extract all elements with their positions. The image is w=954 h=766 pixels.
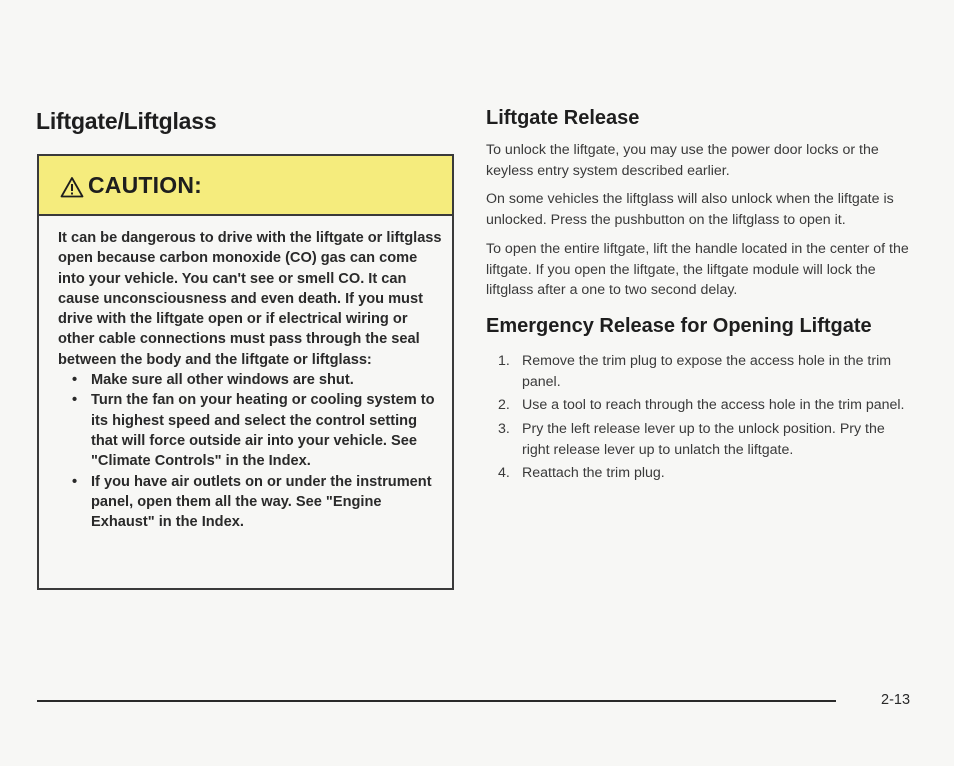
bullet-icon: • (72, 473, 78, 490)
paragraph: To open the entire liftgate, lift the handle located in the center of the liftgate. If you open the liftgate, the liftgate module will lock the liftglass after a one to two second delay. (486, 240, 909, 299)
caution-body (58, 228, 443, 532)
caution-bullet-text: If you have air outlets on or under the instrument panel, open them all the way. See "Engine Exhaust" in the Index. (91, 473, 432, 531)
right-column (486, 107, 910, 487)
step-item (486, 351, 910, 392)
caution-intro: It can be dangerous to drive with the liftgate or liftglass open because carbon monoxide (CO) gas can come into your vehicle. You can't see or smell CO. It can cause unconsciousness and even death. If you must drive with the liftgate open or if electrical wiring or other cable connections must pass through the seal between the body and the liftgate or liftglass: (58, 230, 442, 368)
step-text: Pry the left release lever up to the unlock position. Pry the right release lever up to unlatch the liftgate. (522, 421, 885, 458)
step-number: 2. (498, 397, 510, 414)
caution-bullet-list (58, 370, 443, 532)
emergency-release-heading: Emergency Release for Opening Liftgate (486, 314, 872, 337)
step-item (486, 419, 910, 460)
liftgate-release-heading: Liftgate Release (486, 107, 640, 129)
caution-bullet-item (58, 390, 443, 471)
caution-bullet-item (58, 472, 443, 533)
step-number: 1. (498, 352, 510, 369)
caution-title: CAUTION: (88, 172, 203, 198)
caution-bullet-text: Turn the fan on your heating or cooling system to its highest speed and select the control setting that will force outside air into your vehicle. See "Climate Controls" in the Index. (91, 392, 435, 470)
caution-box (37, 154, 454, 590)
step-number: 3. (498, 421, 510, 438)
step-text: Remove the trim plug to expose the access hole in the trim panel. (522, 352, 892, 390)
caution-bullet-text: Make sure all other windows are shut. (91, 372, 354, 389)
step-item (486, 463, 910, 484)
bullet-icon: • (72, 372, 78, 389)
warning-triangle-icon (60, 176, 84, 198)
step-text: Reattach the trim plug. (522, 465, 665, 482)
step-text: Use a tool to reach through the access hole in the trim panel. (522, 397, 905, 414)
bullet-icon: • (72, 392, 78, 409)
footer-divider (37, 700, 836, 702)
page-number: 2-13 (881, 692, 911, 708)
steps-list (486, 351, 910, 484)
step-item (486, 395, 910, 416)
caution-header (39, 156, 452, 216)
paragraph: On some vehicles the liftglass will also unlock when the liftgate is unlocked. Press the pushbutton on the liftglass to open it. (486, 191, 894, 229)
paragraph: To unlock the liftgate, you may use the power door locks or the keyless entry system described earlier. (486, 142, 879, 179)
step-number: 4. (498, 465, 510, 482)
caution-bullet-item (58, 370, 443, 390)
section-title-liftgate-liftglass: Liftgate/Liftglass (36, 108, 217, 134)
